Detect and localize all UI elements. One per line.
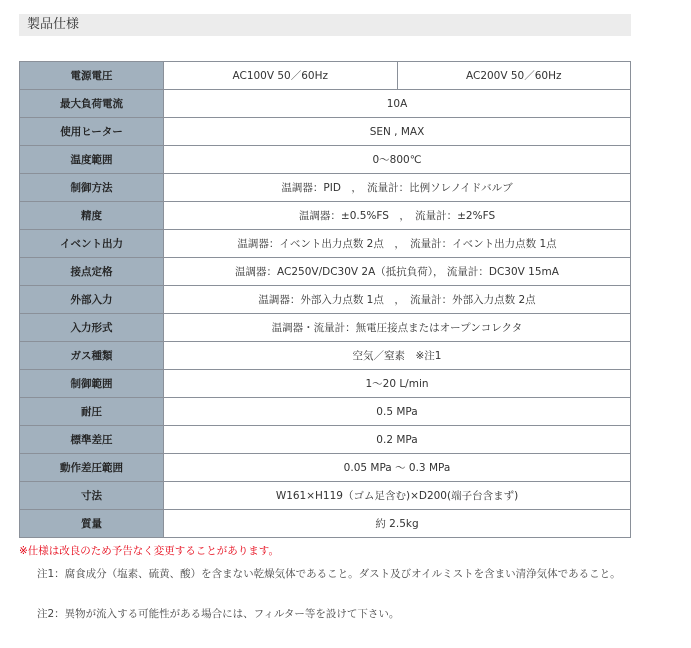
row-label: 入力形式 <box>20 314 164 342</box>
table-row <box>20 146 631 174</box>
row-label: 精度 <box>20 202 164 230</box>
table-row <box>20 398 631 426</box>
table-row-power <box>20 62 631 90</box>
spec-table <box>19 61 631 538</box>
row-value: 10A <box>164 90 631 118</box>
table-row <box>20 314 631 342</box>
row-label: 制御方法 <box>20 174 164 202</box>
row-label: ガス種類 <box>20 342 164 370</box>
row-value: 温調器：イベント出力点数 2点 ， 流量計：イベント出力点数 1点 <box>164 230 631 258</box>
row-label: 標準差圧 <box>20 426 164 454</box>
table-row <box>20 370 631 398</box>
row-value: 温調器・流量計：無電圧接点またはオープンコレクタ <box>164 314 631 342</box>
power-ac100-cell: AC100V 50／60Hz <box>164 62 398 90</box>
row-label: 動作差圧範囲 <box>20 454 164 482</box>
table-row <box>20 454 631 482</box>
row-label: 温度範囲 <box>20 146 164 174</box>
table-row <box>20 90 631 118</box>
row-label: 外部入力 <box>20 286 164 314</box>
row-value: 空気／窒素 ※注1 <box>164 342 631 370</box>
table-row <box>20 258 631 286</box>
row-label: 最大負荷電流 <box>20 90 164 118</box>
row-value: 0.2 MPa <box>164 426 631 454</box>
row-value: 温調器：外部入力点数 1点 ， 流量計：外部入力点数 2点 <box>164 286 631 314</box>
row-value: 温調器：PID ， 流量計：比例ソレノイドバルブ <box>164 174 631 202</box>
row-label: 制御範囲 <box>20 370 164 398</box>
table-row <box>20 230 631 258</box>
table-row <box>20 482 631 510</box>
note-2: 注2：異物が流入する可能性がある場合には、フィルター等を設けて下さい。 <box>37 608 400 620</box>
row-label: 電源電圧 <box>20 62 164 90</box>
table-row <box>20 174 631 202</box>
table-row <box>20 510 631 538</box>
table-row <box>20 202 631 230</box>
row-label: イベント出力 <box>20 230 164 258</box>
table-row <box>20 118 631 146</box>
spec-change-notice: ※仕様は改良のため予告なく変更することがあります。 <box>19 545 279 557</box>
row-label: 接点定格 <box>20 258 164 286</box>
table-row <box>20 426 631 454</box>
row-value: 温調器：±0.5%FS ， 流量計：±2%FS <box>164 202 631 230</box>
note-1: 注1：腐食成分（塩素、硫黄、酸）を含まない乾燥気体であること。ダスト及びオイルミストを含まい清浄気体であること。 <box>37 568 621 580</box>
row-value: 0～800℃ <box>164 146 631 174</box>
row-label: 耐圧 <box>20 398 164 426</box>
power-ac200-cell: AC200V 50／60Hz <box>397 62 631 90</box>
row-value: 0.5 MPa <box>164 398 631 426</box>
row-label: 使用ヒーター <box>20 118 164 146</box>
row-value: 温調器：AC250V/DC30V 2A（抵抗負荷）， 流量計：DC30V 15mA <box>164 258 631 286</box>
row-value: SEN , MAX <box>164 118 631 146</box>
section-title: 製品仕様 <box>19 14 631 36</box>
row-label: 寸法 <box>20 482 164 510</box>
table-row <box>20 342 631 370</box>
row-value: 1～20 L/min <box>164 370 631 398</box>
table-row <box>20 286 631 314</box>
row-label: 質量 <box>20 510 164 538</box>
row-value: 約 2.5kg <box>164 510 631 538</box>
row-value: W161×H119（ゴム足含む)×D200(端子台含まず) <box>164 482 631 510</box>
row-value: 0.05 MPa ～ 0.3 MPa <box>164 454 631 482</box>
